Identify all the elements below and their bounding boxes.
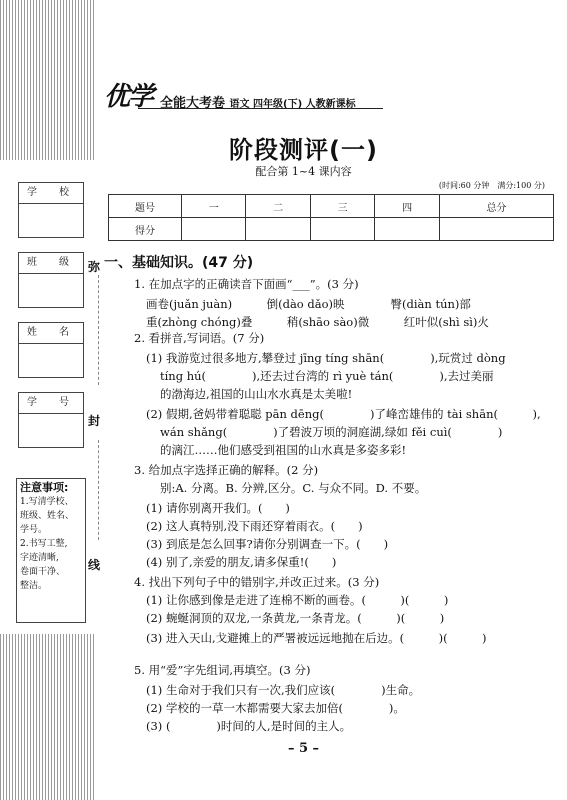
score-header-cell: 二 bbox=[246, 195, 310, 218]
class-box[interactable] bbox=[18, 252, 84, 308]
answer-line: (1) 让你感到像是走进了连棉不断的画卷。( )( ) bbox=[146, 593, 449, 607]
notice-line: 学号。 bbox=[20, 525, 48, 535]
notice-title: 注意事项: bbox=[20, 481, 69, 494]
score-header-cell: 总分 bbox=[439, 195, 553, 218]
score-cell[interactable] bbox=[375, 218, 439, 241]
school-label: 学 校 bbox=[19, 183, 83, 204]
answer-line: (2) 蜿蜒洞顶的双龙,一条黄龙,一条青龙。( )( ) bbox=[146, 611, 445, 625]
class-label: 班 级 bbox=[19, 253, 83, 274]
student-id-label: 学 号 bbox=[19, 393, 83, 414]
answer-line: (1) 生命对于我们只有一次,我们应该( )生命。 bbox=[146, 683, 421, 697]
binding-dash-line bbox=[98, 440, 99, 540]
score-header-cell: 题号 bbox=[109, 195, 182, 218]
score-cell[interactable] bbox=[182, 218, 246, 241]
answer-line: 的渤海边,祖国的山山水水真是太美啦! bbox=[160, 387, 353, 401]
answer-line: (1) 我游览过很多地方,攀登过 jīng tíng shān( ),玩赏过 dòng bbox=[146, 351, 506, 365]
answer-line: (1) 请你别离开我们。( ) bbox=[146, 501, 290, 515]
answer-line: tíng hú( ),还去过台湾的 rì yuè tán( ),去过美丽 bbox=[160, 369, 494, 383]
score-table-header-row bbox=[109, 195, 554, 218]
page-subtitle: 配合第 1~4 课内容 bbox=[255, 165, 352, 178]
notice-box bbox=[16, 478, 86, 623]
notice-line: 1.写清学校、 bbox=[20, 497, 74, 507]
answer-line: (4) 别了,亲爱的朋友,请多保重!( ) bbox=[146, 555, 337, 569]
score-table-row bbox=[109, 218, 554, 241]
question-line: 5. 用“爱”字先组词,再填空。(3 分) bbox=[134, 663, 311, 677]
section-heading: 一、基础知识。(47 分) bbox=[104, 255, 254, 271]
notice-line: 字迹清晰, bbox=[20, 553, 59, 563]
score-header-cell: 三 bbox=[310, 195, 374, 218]
notice-line: 整洁。 bbox=[20, 581, 48, 591]
name-box[interactable] bbox=[18, 322, 84, 378]
question-line: 3. 给加点字选择正确的解释。(2 分) bbox=[134, 463, 319, 477]
answer-line: (2) 假期,爸妈带着聪聪 pān dēng( )了峰峦雄伟的 tài shān( ), bbox=[146, 407, 541, 421]
score-table bbox=[108, 194, 554, 241]
margin-stripe-bottom bbox=[0, 634, 95, 800]
score-row-label: 得分 bbox=[109, 218, 182, 241]
answer-line: 重(zhòng chóng)叠 稍(shāo sào)微 红叶似(shì sì)火 bbox=[146, 315, 489, 329]
answer-line: 的漓江……他们感受到祖国的山水真是多姿多彩! bbox=[160, 443, 407, 457]
answer-line: (3) ( )时间的人,是时间的主人。 bbox=[146, 719, 352, 733]
school-box[interactable] bbox=[18, 182, 84, 238]
binding-dash-line bbox=[98, 275, 99, 385]
question-line: 1. 在加点字的正确读音下面画“___”。(3 分) bbox=[134, 277, 359, 291]
notice-line: 2.书写工整, bbox=[20, 539, 68, 549]
notice-line: 卷面干净、 bbox=[20, 567, 66, 577]
notice-line: 班级、姓名、 bbox=[20, 511, 75, 521]
brand-subtitle: 语文 四年级(下) 人教新课标 bbox=[229, 99, 356, 110]
score-cell[interactable] bbox=[246, 218, 310, 241]
answer-line: 别:A. 分离。B. 分辨,区分。C. 与众不同。D. 不要。 bbox=[160, 481, 427, 495]
question-line: 2. 看拼音,写词语。(7 分) bbox=[134, 331, 265, 345]
header-rule bbox=[138, 108, 383, 109]
answer-line: (3) 到底是怎么回事?请你分别调查一下。( ) bbox=[146, 537, 389, 551]
brand-logo: 优学 bbox=[104, 82, 153, 112]
answer-line: wán shǎng( )了碧波万顷的洞庭湖,绿如 fěi cuì( ) bbox=[160, 425, 503, 439]
page-number: – 5 – bbox=[287, 741, 320, 756]
answer-line: (3) 进入天山,戈避摊上的严署被远远地抛在后边。( )( ) bbox=[146, 631, 487, 645]
binding-char-mi: 弥 bbox=[88, 260, 101, 274]
score-header-cell: 一 bbox=[182, 195, 246, 218]
student-id-box[interactable] bbox=[18, 392, 84, 448]
score-cell[interactable] bbox=[439, 218, 553, 241]
question-line: 4. 找出下列句子中的错别字,并改正过来。(3 分) bbox=[134, 575, 380, 589]
name-label: 姓 名 bbox=[19, 323, 83, 344]
answer-line: (2) 学校的一草一木都需要大家去加倍( )。 bbox=[146, 701, 405, 715]
time-score-info: (时间:60 分钟 满分:100 分) bbox=[438, 181, 545, 190]
brand-name: 全能大考卷 bbox=[160, 96, 226, 111]
binding-char-feng: 封 bbox=[88, 414, 101, 428]
answer-line: 画卷(juǎn juàn) 倒(dào dǎo)映 臀(diàn tún)部 bbox=[146, 297, 471, 311]
score-header-cell: 四 bbox=[375, 195, 439, 218]
answer-line: (2) 这人真特别,没下雨还穿着雨衣。( ) bbox=[146, 519, 363, 533]
page-title: 阶段测评(一) bbox=[229, 136, 378, 164]
binding-char-xian: 线 bbox=[88, 558, 101, 572]
score-cell[interactable] bbox=[310, 218, 374, 241]
